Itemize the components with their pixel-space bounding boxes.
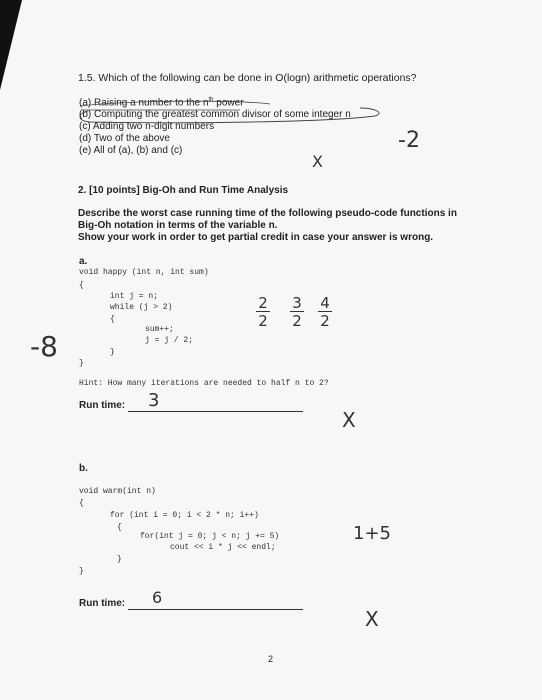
code-b-line-3: for (int i = 0; i < 2 * n; i++) bbox=[110, 511, 259, 520]
run-time-b-line bbox=[128, 609, 303, 610]
section-2-description-line-3: Show your work in order to get partial credit in case your answer is wrong. bbox=[78, 232, 434, 243]
code-b-line-1: void warm(int n) bbox=[79, 487, 156, 496]
hint-text: Hint: How many iterations are needed to half n to 2? bbox=[79, 379, 329, 388]
code-b-line-8: } bbox=[79, 567, 84, 576]
code-a-line-7: j = j / 2; bbox=[145, 336, 194, 345]
handwritten-x-mark-1-5: X bbox=[312, 152, 323, 171]
code-b-line-2: { bbox=[79, 499, 84, 508]
code-a-line-9: } bbox=[79, 359, 84, 368]
run-time-b-label: Run time: bbox=[79, 598, 126, 609]
page-corner-shadow bbox=[0, 0, 22, 90]
part-b-label: b. bbox=[79, 463, 88, 474]
handwritten-score-section-2: -8 bbox=[30, 330, 58, 363]
option-d: (d) Two of the above bbox=[79, 133, 170, 144]
run-time-a-label: Run time: bbox=[79, 400, 126, 411]
handwritten-x-mark-b: X bbox=[365, 607, 379, 631]
handwritten-x-mark-a: X bbox=[342, 408, 356, 432]
code-a-line-4: while (j > 2) bbox=[110, 303, 173, 312]
code-a-line-3: int j = n; bbox=[110, 292, 159, 301]
fraction-1: 2 2 bbox=[256, 294, 270, 330]
code-b-line-5: for(int j = 0; j < n; j += 5) bbox=[140, 532, 280, 541]
code-b-line-6: cout << i * j << endl; bbox=[170, 543, 276, 552]
code-a-line-6: sum++; bbox=[145, 325, 174, 334]
code-a-line-5: { bbox=[110, 315, 115, 324]
code-a-line-8: } bbox=[110, 348, 115, 357]
question-1-5-title: 1.5. Which of the following can be done in O(logn) arithmetic operations? bbox=[78, 72, 417, 84]
run-time-a-line bbox=[128, 411, 303, 412]
option-e: (e) All of (a), (b) and (c) bbox=[79, 145, 183, 156]
option-b: (b) Computing the greatest common divisor of some integer n bbox=[79, 109, 351, 120]
section-2-title: 2. [10 points] Big-Oh and Run Time Analysis bbox=[78, 185, 289, 196]
part-a-label: a. bbox=[79, 256, 88, 267]
handwritten-score-1-5: -2 bbox=[398, 128, 420, 153]
option-a: (a) Raising a number to the $n^{th}$ power bbox=[79, 97, 244, 109]
run-time-a-answer: 3 bbox=[148, 390, 160, 411]
handwritten-note-b: 1+5 bbox=[353, 523, 391, 544]
fraction-2: 3 2 bbox=[290, 294, 304, 330]
code-b-line-4: { bbox=[117, 523, 122, 532]
code-b-line-7: } bbox=[117, 555, 122, 564]
handwritten-circle-option-b bbox=[70, 96, 390, 126]
code-a-line-2: { bbox=[79, 281, 84, 290]
page-number: 2 bbox=[268, 654, 274, 664]
option-c: (c) Adding two n-digit numbers bbox=[79, 121, 215, 132]
section-2-description-line-1: Describe the worst case running time of the following pseudo-code functions in bbox=[78, 208, 457, 219]
section-2-description-line-2: Big-Oh notation in terms of the variable n. bbox=[78, 220, 278, 231]
code-a-line-1: void happy (int n, int sum) bbox=[79, 268, 209, 277]
run-time-b-answer: 6 bbox=[152, 588, 163, 607]
fraction-3: 4 2 bbox=[318, 294, 332, 330]
